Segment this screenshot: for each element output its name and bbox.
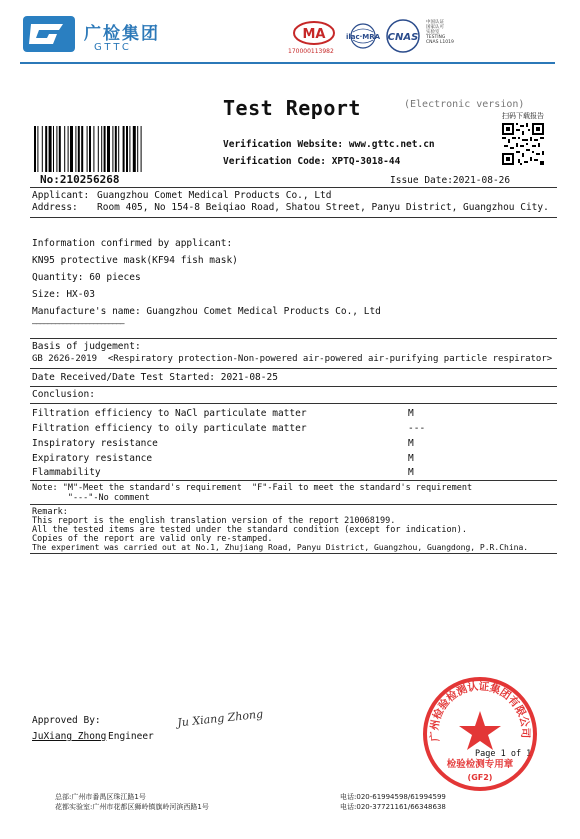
- info-heading: Information confirmed by applicant:: [32, 238, 233, 249]
- rule: [30, 338, 557, 339]
- approved-by-label: Approved By:: [32, 715, 101, 726]
- remark-line: The experiment was carried out at No.1, Zhujiang Road, Panyu District, Guangzhou, Guangdong, P.R.China.: [32, 543, 529, 552]
- rule: [30, 480, 557, 481]
- qr-caption: 扫码下载报告: [502, 112, 544, 120]
- footer-lab-phone: 电话:020-37721161/66348638: [340, 803, 446, 811]
- svg-text:检验检测专用章: 检验检测专用章: [446, 759, 514, 770]
- remark-line: This report is the english translation version of the report 210068199.: [32, 516, 396, 526]
- qr-code-icon[interactable]: [500, 121, 546, 167]
- size: Size: HX-03: [32, 289, 95, 300]
- rule: [30, 386, 557, 387]
- note-line-2: "---"-No comment: [32, 493, 150, 503]
- rule: [30, 217, 557, 218]
- report-title: Test Report: [223, 96, 361, 120]
- remark-label: Remark:: [32, 507, 68, 517]
- logo-english-name: GTTC: [94, 42, 132, 53]
- product-name: KN95 protective mask(KF94 fish mask): [32, 255, 238, 266]
- barcode-icon: [34, 126, 182, 172]
- rule: [30, 187, 557, 188]
- svg-text:(GF2): (GF2): [467, 773, 493, 782]
- conclusion-item-label: Filtration efficiency to oily particulate matter: [32, 423, 307, 434]
- date-received: Date Received/Date Test Started: 2021-08-25: [32, 372, 278, 383]
- ilac-mra-icon: [344, 22, 382, 50]
- logo-chinese-name: 广检集团: [84, 24, 160, 44]
- note-line-1: Note: "M"-Meet the standard's requirement "F"-Fail to meet the standard's requirement: [32, 483, 473, 493]
- verification-code: XPTQ-3018-44: [331, 156, 401, 167]
- cnas-icon: [382, 18, 424, 54]
- applicant-label: Applicant:: [32, 190, 90, 201]
- svg-text:Ju Xiang Zhong: Ju Xiang Zhong: [176, 707, 264, 730]
- svg-text:广州检验检测认证集团有限公司: 广州检验检测认证集团有限公司: [428, 680, 532, 742]
- verification-code-label: Verification Code:: [223, 156, 326, 167]
- accreditation-caption: 中国认证 国家认可 实验室 TESTING CNAS L1019: [426, 20, 454, 45]
- verification-website[interactable]: www.gttc.net.cn: [348, 139, 435, 150]
- conclusion-item-value: ---: [408, 423, 426, 434]
- svg-text:MA: MA: [302, 27, 326, 42]
- quantity: Quantity: 60 pieces: [32, 272, 141, 283]
- conclusion-item-value: M: [408, 438, 414, 449]
- remark-line: All the tested items are tested under the standard condition (except for indication).: [32, 525, 467, 535]
- page-number: Page 1 of 1: [475, 749, 532, 759]
- remark-line: Copies of the report are valid only re-stamped.: [32, 534, 273, 544]
- basis-label: Basis of judgement:: [32, 341, 141, 352]
- official-seal-stamp: [421, 675, 539, 793]
- approver-name: JuXiang Zhong: [32, 731, 107, 742]
- gttc-logo-icon: [23, 16, 75, 52]
- basis-standard: GB 2626-2019 <Respiratory protection-Non-powered air-powered air-purifying particle respirator>: [32, 354, 553, 364]
- verification-website-line: [223, 139, 435, 150]
- svg-text:CNAS: CNAS: [387, 32, 419, 43]
- verification-website-label: Verification Website:: [223, 139, 344, 150]
- cma-certification-icon: [292, 20, 336, 46]
- approver-title: Engineer: [108, 731, 154, 742]
- conclusion-item-value: M: [408, 453, 414, 464]
- rule: [30, 553, 557, 554]
- conclusion-item-value: M: [408, 467, 414, 478]
- edition-label: (Electronic version): [404, 99, 525, 110]
- rule: [30, 403, 557, 404]
- address-value: Room 405, No 154-8 Beiqiao Road, Shatou Street, Panyu District, Guangzhou City.: [97, 202, 549, 213]
- conclusion-item-label: Filtration efficiency to NaCl particulate matter: [32, 408, 307, 419]
- conclusion-label: Conclusion:: [32, 389, 95, 400]
- conclusion-item-value: M: [408, 408, 414, 419]
- manufacturer: Manufacture's name: Guangzhou Comet Medical Products Co., Ltd: [32, 306, 381, 317]
- applicant-name: Guangzhou Comet Medical Products Co., Ltd: [97, 190, 332, 201]
- footer-lab: 花都实验室:广州市花都区狮岭镇旗岭河滨西路1号: [55, 803, 209, 811]
- signature-image: [175, 703, 264, 731]
- footer-hq: 总部:广州市番禺区珠江路1号: [55, 793, 146, 801]
- rule: [30, 504, 557, 505]
- svg-text:ilac·MRA: ilac·MRA: [345, 33, 381, 41]
- conclusion-item-label: Expiratory resistance: [32, 453, 153, 464]
- issue-date: 2021-08-26: [452, 175, 511, 186]
- address-label: Address:: [32, 202, 78, 213]
- issue-date-line: Issue Date:2021-08-26: [390, 175, 511, 186]
- dash-line: ————————————————————————: [32, 319, 124, 328]
- conclusion-item-label: Inspiratory resistance: [32, 438, 158, 449]
- footer-hq-phone: 电话:020-61994598/61994599: [340, 793, 446, 801]
- conclusion-item-label: Flammability: [32, 467, 101, 478]
- cma-number: 170000113982: [288, 48, 334, 55]
- header-rule: [20, 62, 555, 64]
- report-number: No:210256268: [40, 173, 120, 186]
- verification-code-line: [223, 156, 400, 167]
- rule: [30, 368, 557, 369]
